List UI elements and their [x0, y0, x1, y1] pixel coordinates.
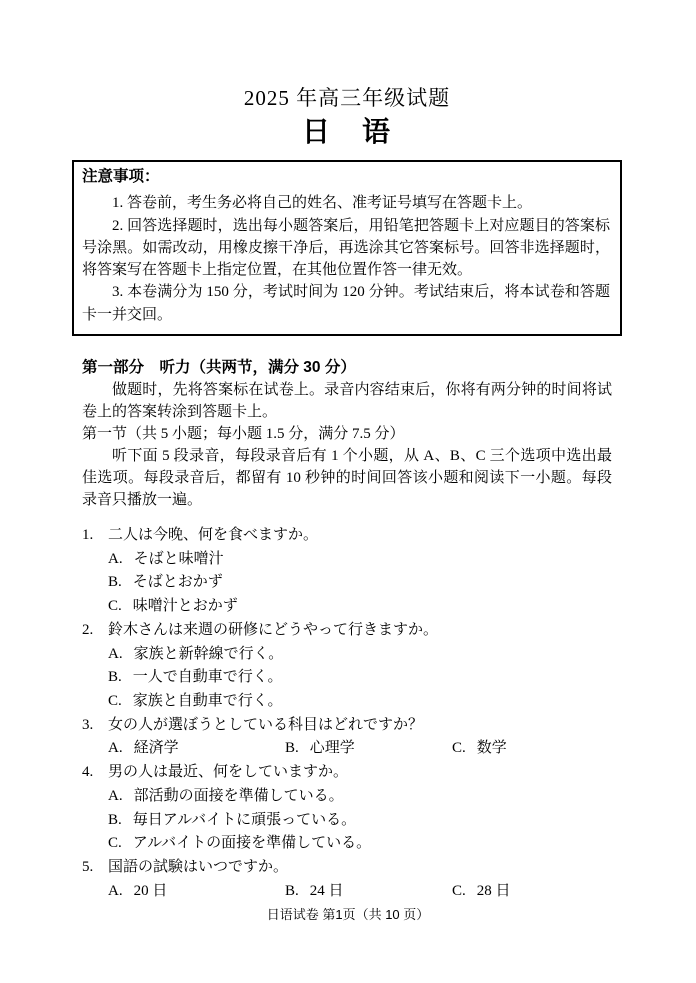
- option-c: [108, 832, 612, 856]
- option-a: [108, 785, 612, 809]
- option-text: 部活動の面接を準備している。: [133, 787, 344, 804]
- option-text: 一人で自動車で行く。: [132, 669, 283, 686]
- notice-heading: 注意事项：: [82, 168, 160, 185]
- option-c: [452, 737, 507, 761]
- notice-item-1: 1. 答卷前，考生务必将自己的姓名、准考证号填写在答题卡上。: [112, 195, 533, 212]
- question-number: 3.: [82, 716, 94, 733]
- question-block-4: [82, 761, 612, 856]
- option-label: B.: [285, 740, 299, 757]
- question-text: 女の人が選ぼうとしている科目はどれですか？: [108, 716, 424, 733]
- question-line: [82, 714, 612, 738]
- option-b: [108, 571, 612, 595]
- option-a: [108, 643, 612, 667]
- option-c: [108, 595, 612, 619]
- question-text: 鈴木さんは来週の研修にどうやって行きますか。: [108, 621, 439, 638]
- notice-box: [72, 160, 622, 336]
- option-label: C.: [108, 835, 122, 852]
- question-line: [82, 761, 612, 785]
- option-label: A.: [108, 740, 123, 757]
- question-block-1: [82, 524, 612, 619]
- question-block-2: [82, 619, 612, 714]
- option-text: 家族と自動車で行く。: [132, 693, 283, 709]
- option-list: [108, 643, 612, 714]
- option-text: 数学: [476, 740, 507, 757]
- option-b: [108, 809, 612, 833]
- option-text: そばとおかず: [132, 574, 223, 591]
- option-text: アルバイトの面接を準備している。: [132, 835, 372, 852]
- option-text: 20 日: [133, 882, 168, 899]
- option-text: 心理学: [309, 740, 355, 757]
- option-b: [108, 666, 612, 690]
- option-list: [108, 737, 612, 761]
- option-text: 28 日: [476, 882, 511, 899]
- notice-item-3: 3. 本卷满分为 150 分，考试时间为 120 分钟。考试结束后，将本试卷和答题卡一并交回。: [82, 284, 610, 323]
- option-a: [108, 737, 285, 761]
- part1-intro: 做题时，先将答案标在试卷上。录音内容结束后，你将有两分钟的时间将试卷上的答案转涂到答题卡上。: [82, 382, 612, 421]
- option-label: B.: [108, 574, 122, 591]
- option-c: [452, 880, 511, 904]
- option-text: 経済学: [133, 740, 179, 757]
- page-footer: 日语试卷 第1页（共 10 页）: [266, 907, 430, 922]
- option-list: [108, 548, 612, 619]
- option-a: [108, 880, 285, 904]
- option-list: [108, 880, 612, 904]
- option-text: 毎日アルバイトに頑張っている。: [132, 811, 357, 828]
- question-number: 4.: [82, 764, 94, 781]
- question-line: [82, 619, 612, 643]
- option-label: A.: [108, 550, 123, 567]
- question-text: 二人は今晚、何を食べますか。: [108, 527, 319, 544]
- question-block-5: [82, 856, 612, 903]
- question-number: 5.: [82, 858, 94, 875]
- option-b: [285, 737, 452, 761]
- option-text: そばと味噌汁: [133, 550, 224, 567]
- question-number: 2.: [82, 621, 94, 638]
- option-a: [108, 548, 612, 572]
- part1-header: 第一部分 听力（共两节，满分 30 分）: [82, 359, 356, 377]
- option-text: 味噌汁とおかず: [132, 598, 238, 615]
- option-label: C.: [452, 740, 466, 757]
- option-label: C.: [108, 693, 122, 709]
- option-text: 24 日: [309, 882, 344, 899]
- option-label: A.: [108, 645, 123, 662]
- option-label: B.: [108, 811, 122, 828]
- option-b: [285, 880, 452, 904]
- question-block-3: [82, 714, 612, 761]
- option-text: 家族と新幹線で行く。: [133, 645, 284, 662]
- page-title: 2025 年高三年级试题: [243, 86, 451, 110]
- option-list: [108, 785, 612, 856]
- question-line: [82, 524, 612, 548]
- section1-header: 第一节（共 5 小题；每小题 1.5 分，满分 7.5 分）: [82, 426, 405, 443]
- section1-intro: 听下面 5 段录音，每段录音后有 1 个小题，从 A、B、C 三个选项中选出最佳选项。每段录音后，都留有 10 秒钟的时间回答该小题和阅读下一小题。每段录音只播放一遍。: [82, 448, 612, 509]
- option-label: B.: [108, 669, 122, 686]
- option-label: C.: [452, 882, 466, 899]
- question-line: [82, 856, 612, 880]
- notice-item-2: 2. 回答选择题时，选出每小题答案后，用铅笔把答题卡上对应题目的答案标号涂黑。如需改动，用橡皮擦干净后，再选涂其它答案标号。回答非选择题时，将答案写在答题卡上指定位置，在其他位置作答一律无效。: [82, 217, 610, 279]
- option-label: A.: [108, 882, 123, 899]
- option-label: B.: [285, 882, 299, 899]
- option-label: A.: [108, 787, 123, 804]
- question-number: 1.: [82, 527, 94, 544]
- option-label: C.: [108, 598, 122, 615]
- question-text: 国語の試験はいつですか。: [108, 858, 289, 875]
- option-c: [108, 690, 612, 714]
- question-text: 男の人は最近、何をしていますか。: [108, 764, 349, 781]
- question-list: [82, 524, 612, 903]
- subject-title: 日 语: [301, 117, 392, 148]
